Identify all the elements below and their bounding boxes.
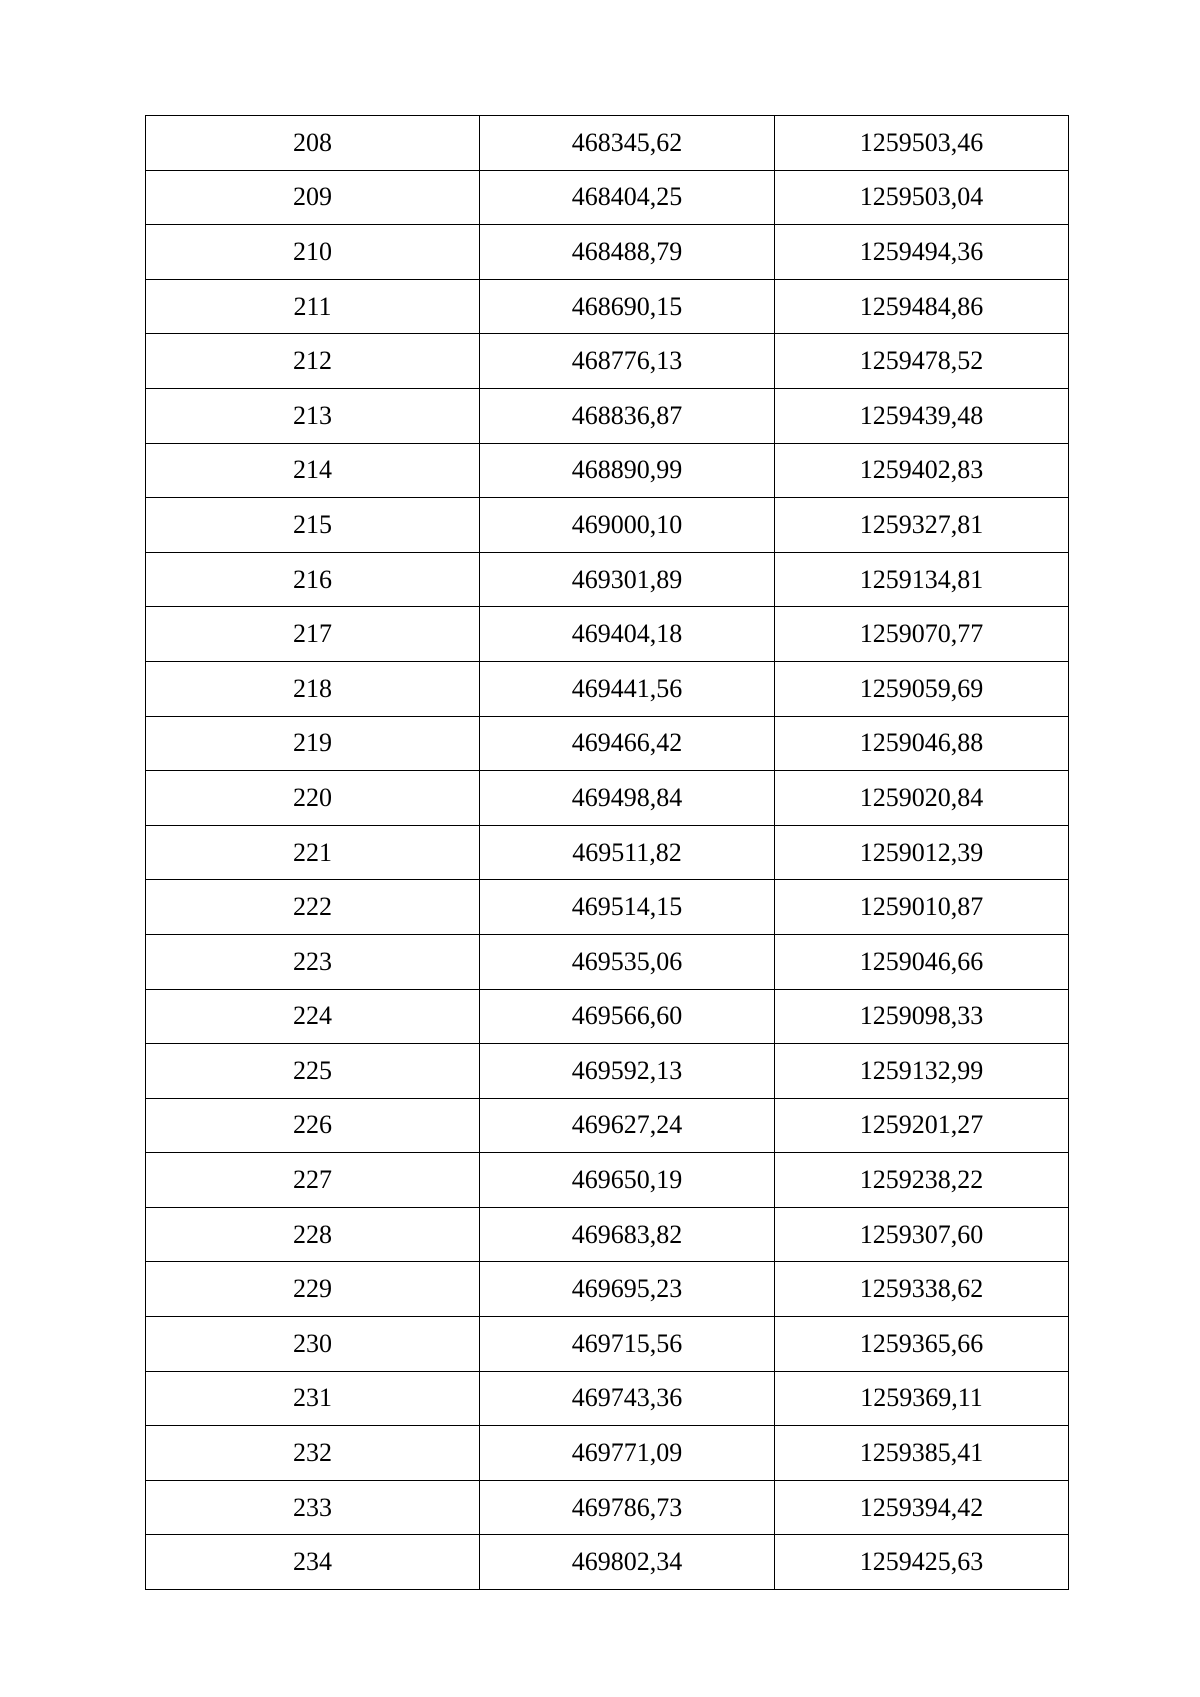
table-row — [146, 1044, 1069, 1099]
point-number-cell: 210 — [146, 225, 480, 280]
y-coordinate-cell: 1259484,86 — [775, 279, 1069, 334]
x-coordinate-cell: 469000,10 — [480, 498, 775, 553]
x-coordinate-cell: 469695,23 — [480, 1262, 775, 1317]
x-coordinate-cell: 469566,60 — [480, 989, 775, 1044]
point-number-cell: 225 — [146, 1044, 480, 1099]
point-number-cell: 229 — [146, 1262, 480, 1317]
table-row — [146, 1317, 1069, 1372]
table-row — [146, 1153, 1069, 1208]
y-coordinate-cell: 1259338,62 — [775, 1262, 1069, 1317]
x-coordinate-cell: 469802,34 — [480, 1535, 775, 1590]
y-coordinate-cell: 1259307,60 — [775, 1207, 1069, 1262]
table-row — [146, 934, 1069, 989]
table-row — [146, 388, 1069, 443]
table-row — [146, 1535, 1069, 1590]
y-coordinate-cell: 1259046,88 — [775, 716, 1069, 771]
coordinates-table — [145, 115, 1069, 1590]
point-number-cell: 215 — [146, 498, 480, 553]
point-number-cell: 228 — [146, 1207, 480, 1262]
table-row — [146, 661, 1069, 716]
point-number-cell: 216 — [146, 552, 480, 607]
y-coordinate-cell: 1259494,36 — [775, 225, 1069, 280]
point-number-cell: 220 — [146, 771, 480, 826]
table-row — [146, 607, 1069, 662]
x-coordinate-cell: 469511,82 — [480, 825, 775, 880]
x-coordinate-cell: 468890,99 — [480, 443, 775, 498]
y-coordinate-cell: 1259425,63 — [775, 1535, 1069, 1590]
x-coordinate-cell: 469627,24 — [480, 1098, 775, 1153]
point-number-cell: 226 — [146, 1098, 480, 1153]
y-coordinate-cell: 1259201,27 — [775, 1098, 1069, 1153]
x-coordinate-cell: 469786,73 — [480, 1480, 775, 1535]
table-row — [146, 170, 1069, 225]
point-number-cell: 211 — [146, 279, 480, 334]
coordinates-table-body — [146, 116, 1069, 1590]
y-coordinate-cell: 1259402,83 — [775, 443, 1069, 498]
point-number-cell: 217 — [146, 607, 480, 662]
table-row — [146, 1371, 1069, 1426]
point-number-cell: 230 — [146, 1317, 480, 1372]
y-coordinate-cell: 1259439,48 — [775, 388, 1069, 443]
x-coordinate-cell: 469441,56 — [480, 661, 775, 716]
y-coordinate-cell: 1259020,84 — [775, 771, 1069, 826]
y-coordinate-cell: 1259046,66 — [775, 934, 1069, 989]
table-row — [146, 1262, 1069, 1317]
y-coordinate-cell: 1259070,77 — [775, 607, 1069, 662]
y-coordinate-cell: 1259503,46 — [775, 116, 1069, 171]
table-row — [146, 443, 1069, 498]
point-number-cell: 212 — [146, 334, 480, 389]
x-coordinate-cell: 469743,36 — [480, 1371, 775, 1426]
point-number-cell: 219 — [146, 716, 480, 771]
x-coordinate-cell: 468345,62 — [480, 116, 775, 171]
x-coordinate-cell: 468836,87 — [480, 388, 775, 443]
y-coordinate-cell: 1259365,66 — [775, 1317, 1069, 1372]
x-coordinate-cell: 469683,82 — [480, 1207, 775, 1262]
x-coordinate-cell: 469301,89 — [480, 552, 775, 607]
table-row — [146, 716, 1069, 771]
y-coordinate-cell: 1259503,04 — [775, 170, 1069, 225]
x-coordinate-cell: 468404,25 — [480, 170, 775, 225]
x-coordinate-cell: 469535,06 — [480, 934, 775, 989]
table-row — [146, 498, 1069, 553]
y-coordinate-cell: 1259369,11 — [775, 1371, 1069, 1426]
x-coordinate-cell: 469715,56 — [480, 1317, 775, 1372]
table-row — [146, 1426, 1069, 1481]
table-row — [146, 880, 1069, 935]
y-coordinate-cell: 1259010,87 — [775, 880, 1069, 935]
y-coordinate-cell: 1259059,69 — [775, 661, 1069, 716]
point-number-cell: 223 — [146, 934, 480, 989]
table-row — [146, 1098, 1069, 1153]
point-number-cell: 209 — [146, 170, 480, 225]
y-coordinate-cell: 1259238,22 — [775, 1153, 1069, 1208]
table-row — [146, 989, 1069, 1044]
table-row — [146, 334, 1069, 389]
table-row — [146, 279, 1069, 334]
y-coordinate-cell: 1259394,42 — [775, 1480, 1069, 1535]
x-coordinate-cell: 469592,13 — [480, 1044, 775, 1099]
table-row — [146, 1480, 1069, 1535]
point-number-cell: 222 — [146, 880, 480, 935]
point-number-cell: 233 — [146, 1480, 480, 1535]
point-number-cell: 218 — [146, 661, 480, 716]
x-coordinate-cell: 469404,18 — [480, 607, 775, 662]
point-number-cell: 234 — [146, 1535, 480, 1590]
y-coordinate-cell: 1259012,39 — [775, 825, 1069, 880]
x-coordinate-cell: 469650,19 — [480, 1153, 775, 1208]
table-row — [146, 225, 1069, 280]
x-coordinate-cell: 468690,15 — [480, 279, 775, 334]
y-coordinate-cell: 1259385,41 — [775, 1426, 1069, 1481]
point-number-cell: 227 — [146, 1153, 480, 1208]
x-coordinate-cell: 469466,42 — [480, 716, 775, 771]
y-coordinate-cell: 1259098,33 — [775, 989, 1069, 1044]
point-number-cell: 221 — [146, 825, 480, 880]
table-row — [146, 825, 1069, 880]
y-coordinate-cell: 1259132,99 — [775, 1044, 1069, 1099]
y-coordinate-cell: 1259478,52 — [775, 334, 1069, 389]
x-coordinate-cell: 469771,09 — [480, 1426, 775, 1481]
table-row — [146, 1207, 1069, 1262]
point-number-cell: 214 — [146, 443, 480, 498]
y-coordinate-cell: 1259134,81 — [775, 552, 1069, 607]
point-number-cell: 231 — [146, 1371, 480, 1426]
x-coordinate-cell: 469498,84 — [480, 771, 775, 826]
point-number-cell: 208 — [146, 116, 480, 171]
x-coordinate-cell: 468488,79 — [480, 225, 775, 280]
x-coordinate-cell: 469514,15 — [480, 880, 775, 935]
y-coordinate-cell: 1259327,81 — [775, 498, 1069, 553]
point-number-cell: 213 — [146, 388, 480, 443]
table-row — [146, 116, 1069, 171]
table-row — [146, 771, 1069, 826]
point-number-cell: 232 — [146, 1426, 480, 1481]
table-row — [146, 552, 1069, 607]
point-number-cell: 224 — [146, 989, 480, 1044]
x-coordinate-cell: 468776,13 — [480, 334, 775, 389]
